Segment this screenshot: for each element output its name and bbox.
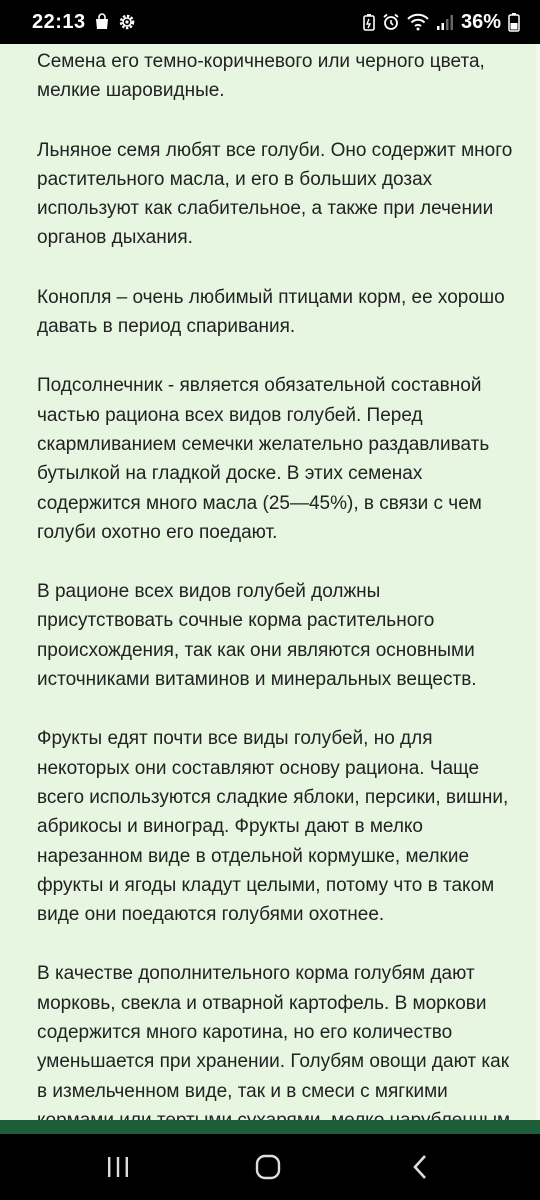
alarm-icon [382, 13, 400, 31]
navigation-bar [0, 1134, 540, 1200]
shopping-bag-icon [93, 13, 111, 31]
article-paragraph: В качестве дополнительного корма голубям дают морковь, свекла и отварной картофель. В моркови содержится много каротина, но его количество уменьшается при хранении. Голубям овощи дают как в измельченном виде, так и в смеси с мягкими [37, 963, 510, 1102]
bottom-accent-strip [0, 1120, 540, 1134]
article-paragraph: Конопля – очень любимый птицами корм, ее хорошо давать в период спаривания. [37, 286, 505, 338]
article-paragraph: Семена его темно-коричневого или черного цвета, мелкие шаровидные. [37, 51, 485, 102]
article-paragraph: Подсолнечник - является обязательной составной частью рациона всех видов голубей. Перед скармливанием семечки желательно раздавливать бутылкой на гладкой доске. В этих семенах содержится много масла (25—45%), в связи с чем голуби охотно его поедают. [37, 375, 490, 543]
status-bar [0, 0, 540, 44]
home-button[interactable] [228, 1134, 308, 1200]
signal-icon [436, 13, 454, 31]
article-paragraph: В рационе всех видов голубей должны присутствовать сочные корма растительного происхождения, так как они являются основными источниками витаминов и минеральных веществ. [37, 581, 477, 691]
back-button[interactable] [380, 1134, 460, 1200]
gear-icon [118, 13, 136, 31]
article-content[interactable] [0, 44, 540, 1120]
battery-percent: 36% [460, 10, 501, 33]
wifi-icon [407, 13, 429, 31]
recent-apps-icon [105, 1155, 131, 1179]
article-paragraph: Фрукты едят почти все виды голубей, но для некоторых они составляют основу рациона. Чаще всего используются сладкие яблоки, персики, вишни, абрикосы и виноград. Фрукты дают в мелко нарезанном виде в отдельной кормушке, мелкие фрукты и ягоды кладут целыми, потому что в таком виде они поедаются голубями охотнее. [37, 728, 509, 926]
status-time: 22:13 [32, 10, 86, 33]
back-icon [410, 1154, 430, 1180]
recent-apps-button[interactable] [78, 1134, 158, 1200]
article-paragraph: Льняное семя любят все голуби. Оно содержит много растительного масла, и его в больших дозах используют как слабительное, а также при лечении органов дыхания. [37, 139, 513, 249]
scroll-track[interactable] [536, 44, 540, 1120]
battery-saver-icon [363, 13, 375, 31]
battery-icon [508, 12, 520, 32]
home-icon [255, 1154, 281, 1180]
